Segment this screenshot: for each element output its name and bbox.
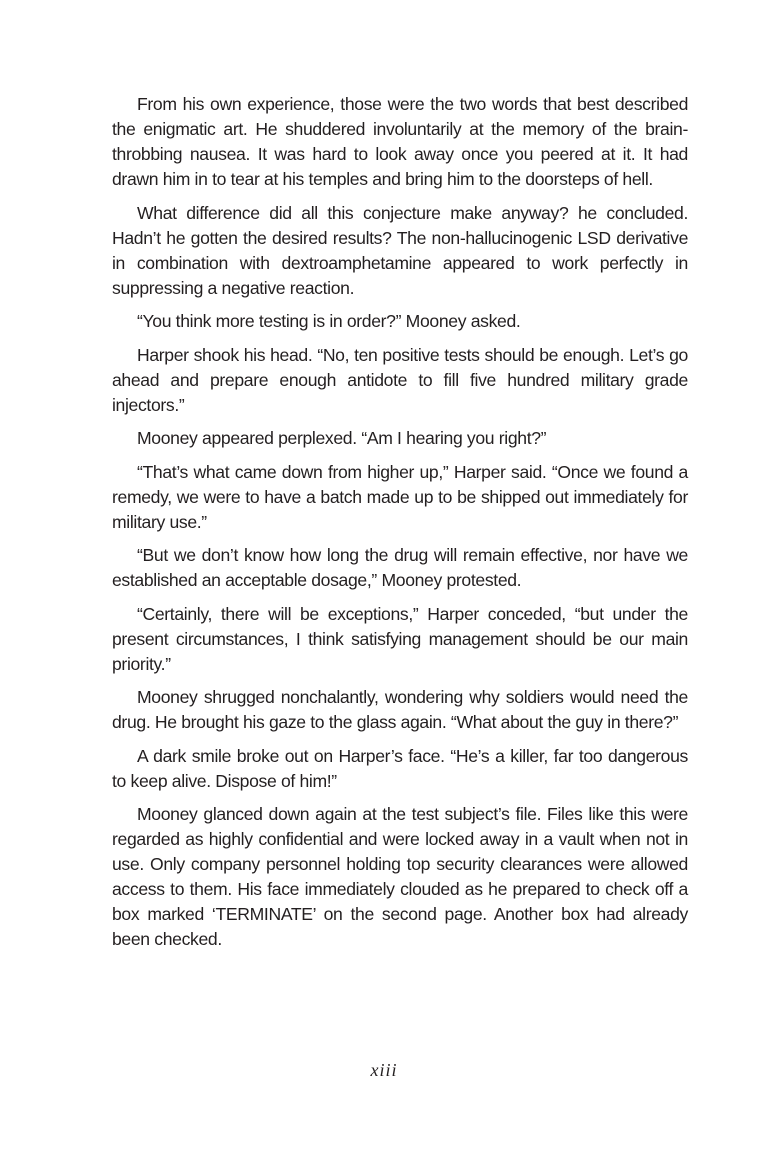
page-body	[112, 92, 688, 961]
paragraph: What difference did all this conjecture make anyway? he concluded. Hadn’t he gotten the desired results? The non-hallucinogenic LSD derivative in combination with dextroamphetamine appeared to work perfectly in suppressing a negative reaction.	[112, 202, 688, 298]
paragraph: Mooney appeared perplexed. “Am I hearing you right?”	[137, 428, 547, 448]
paragraph: “But we don’t know how long the drug will remain effective, nor have we established an acceptable dosage,” Mooney protested.	[112, 545, 688, 590]
paragraph: Mooney glanced down again at the test subject’s file. Files like this were regarded as highly confidential and were locked away in a vault when not in use. Only company personnel holding top security clearances were allowed access to them. His face immediately clouded as he prepared to check off a box marked ‘TERMINATE’ on the second page. Another box had already been checked.	[112, 804, 688, 949]
paragraph: Mooney shrugged nonchalantly, wondering why soldiers would need the drug. He brought his gaze to the glass again. “What about the guy in there?”	[112, 687, 688, 732]
page-number: xiii	[370, 1060, 398, 1080]
paragraph: From his own experience, those were the two words that best described the enigmatic art. He shuddered involuntarily at the memory of the brain-throbbing nausea. It was hard to look away once you peered at it. It had drawn him in to tear at his temples and bring him to the doorsteps of hell.	[112, 94, 688, 189]
paragraph: A dark smile broke out on Harper’s face. “He’s a killer, far too dangerous to keep alive. Dispose of him!”	[112, 745, 688, 791]
paragraph: Harper shook his head. “No, ten positive tests should be enough. Let’s go ahead and prepare enough antidote to fill five hundred military grade injectors.”	[112, 344, 688, 415]
paragraph: “That’s what came down from higher up,” Harper said. “Once we found a remedy, we were to have a batch made up to be shipped out immediately for military use.”	[112, 461, 688, 532]
paragraph: “Certainly, there will be exceptions,” Harper conceded, “but under the present circumstances, I think satisfying management should be our main priority.”	[112, 603, 688, 674]
paragraph: “You think more testing is in order?” Mooney asked.	[137, 311, 521, 331]
